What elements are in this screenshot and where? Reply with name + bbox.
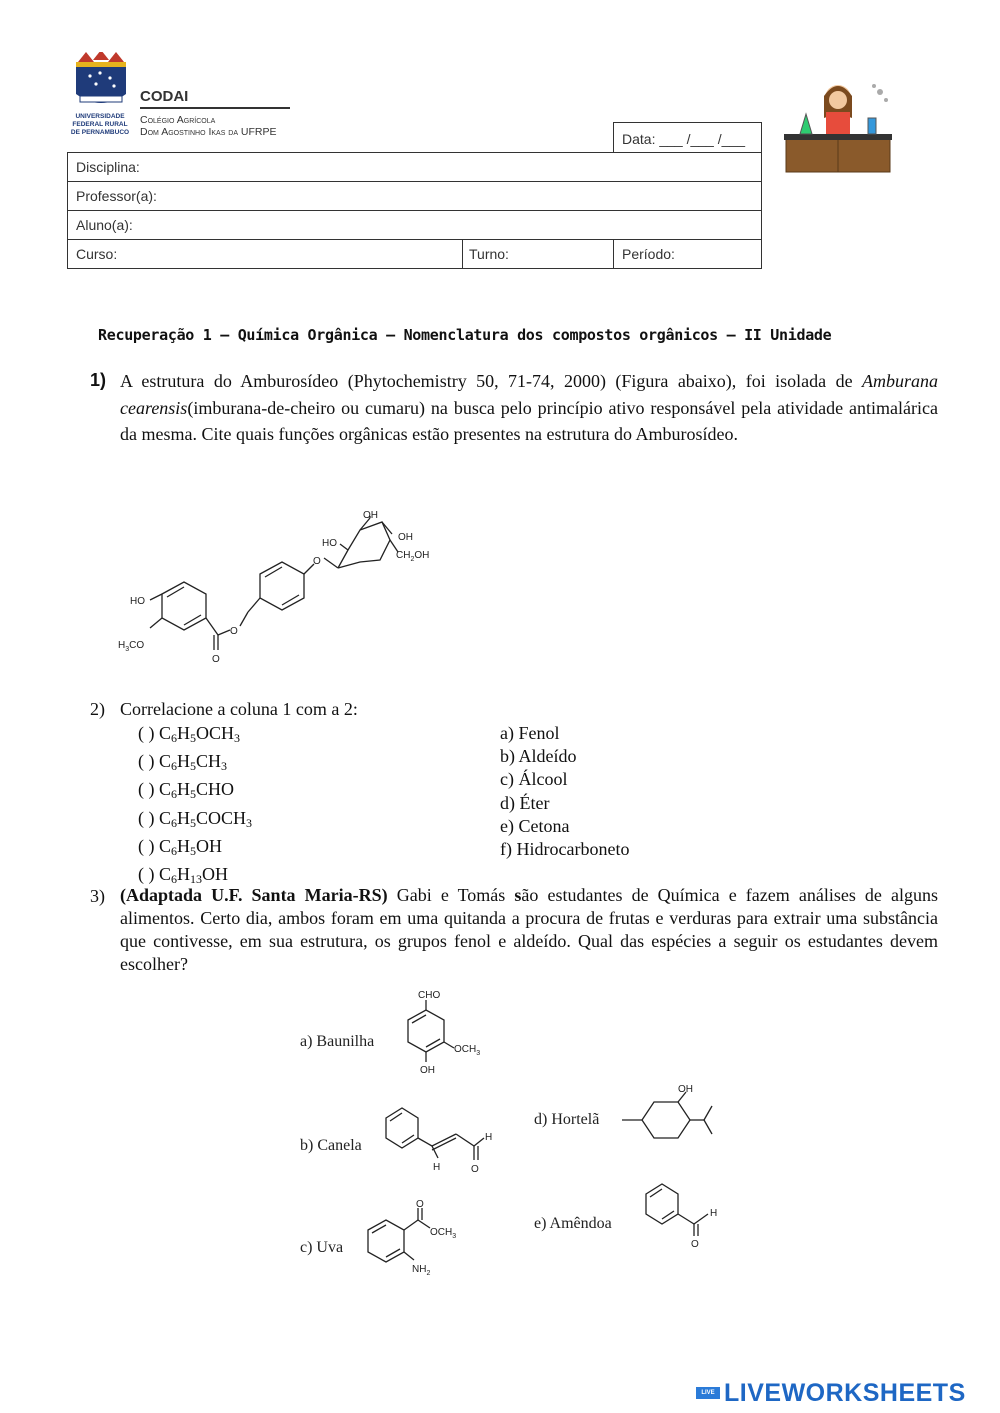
- formula-part: C: [159, 723, 172, 743]
- date-field[interactable]: [613, 122, 762, 153]
- q1-number: 1): [90, 370, 107, 390]
- aluno-field[interactable]: [67, 210, 762, 240]
- q2-formula: [159, 779, 235, 802]
- cinnamal-h2-label: H: [485, 1132, 493, 1143]
- q1-text-part-2: (imburana-de-cheiro ou cumaru) na busca pelo princípio ativo responsável pela atividade antimalárica da mesma. Cite quais funções orgânicas estão presentes na estrutura do Amburosídeo.: [120, 397, 938, 444]
- lws-brand-text: LIVEWORKSHEETS: [724, 1378, 966, 1407]
- och3-pre-c: OCH: [430, 1227, 453, 1238]
- formula-part: H: [177, 807, 191, 828]
- cinnamal-o-label: O: [471, 1164, 479, 1175]
- oh-sugar-label: OH: [398, 532, 413, 543]
- formula-subscript: 6: [171, 731, 178, 745]
- glycosidic-o-label: O: [313, 556, 321, 567]
- formula-subscript: 13: [190, 872, 203, 887]
- aluno-label: Aluno(a):: [76, 217, 133, 233]
- formula-subscript: 5: [190, 815, 197, 830]
- curso-field[interactable]: [67, 239, 463, 269]
- ester-o-label: O: [230, 626, 238, 637]
- q2-blank[interactable]: ( ): [138, 807, 155, 828]
- q2-left-item: [138, 750, 252, 778]
- formula-subscript: 6: [171, 843, 178, 858]
- formula-subscript: 3: [246, 815, 253, 830]
- option-b-label: b) Canela: [300, 1137, 362, 1154]
- och3-sub-c: 3: [452, 1233, 457, 1240]
- q2-left-item: [138, 835, 252, 863]
- cho-label: CHO: [418, 990, 441, 1001]
- formula-part: H: [177, 864, 191, 885]
- disciplina-label: Disciplina:: [76, 159, 140, 175]
- q2-option-c: c) Álcool: [500, 769, 568, 790]
- formula-subscript: 5: [190, 731, 197, 745]
- vanillin-och3-label: [454, 1044, 480, 1057]
- nh2-pre: NH: [412, 1264, 427, 1275]
- ch2oh-post: OH: [414, 550, 430, 561]
- option-a-label: a) Baunilha: [300, 1033, 375, 1050]
- formula-part: CHO: [196, 779, 235, 800]
- liveworksheets-logo: [696, 1378, 966, 1408]
- amburosideo-structure: [110, 500, 450, 670]
- q3-source: (Adaptada U.F. Santa Maria-RS): [120, 885, 388, 905]
- q2-blank[interactable]: ( ): [138, 751, 155, 772]
- methyl-anthranilate-och3-label: [430, 1227, 456, 1240]
- disciplina-field[interactable]: [67, 152, 762, 182]
- option-c-label: c) Uva: [300, 1239, 344, 1256]
- methyl-anthranilate-o-label: O: [416, 1199, 424, 1210]
- q2-blank[interactable]: ( ): [138, 723, 155, 743]
- q1-species-italic: Amburana cearensis: [120, 371, 938, 418]
- institution-divider: [140, 107, 290, 109]
- formula-subscript: 3: [221, 759, 228, 774]
- amburosideo-structure-drawing: [110, 500, 450, 670]
- formula-subscript: 3: [234, 731, 241, 745]
- q2-option-b: b) Aldeído: [500, 746, 577, 767]
- chemist-icon: [782, 78, 894, 174]
- q3-text: [120, 884, 938, 976]
- ho-phenol-label: HO: [130, 596, 145, 607]
- q2-left-column: [138, 722, 252, 891]
- college-name: [140, 114, 277, 138]
- formula-subscript: 5: [190, 843, 197, 858]
- h3co-label: [118, 640, 144, 653]
- periodo-field[interactable]: [613, 239, 762, 269]
- och3-sub: 3: [476, 1050, 481, 1057]
- q3-structures-drawing: [290, 980, 740, 1280]
- q2-blank[interactable]: ( ): [138, 779, 155, 800]
- formula-part: OH: [202, 864, 229, 885]
- q2-option-f: f) Hidrocarboneto: [500, 839, 630, 860]
- formula-part: C: [159, 779, 172, 800]
- q1-text: [120, 368, 938, 448]
- periodo-label: Período:: [622, 246, 675, 262]
- q3-text-part-1: Gabi e Tomás: [387, 885, 515, 905]
- curso-label: Curso:: [76, 246, 118, 262]
- h3co-sub: 3: [125, 646, 130, 653]
- formula-part: OCH: [196, 723, 235, 743]
- q2-blank[interactable]: ( ): [138, 864, 155, 885]
- institution-name: CODAI: [140, 88, 189, 105]
- q2-prompt: Correlacione a coluna 1 com a 2:: [120, 699, 358, 719]
- q2-left-item: [138, 807, 252, 835]
- page-title: Recuperação 1 – Química Orgânica – Nomenclatura dos compostos orgânicos – II Unidade: [98, 326, 832, 344]
- university-line-1: UNIVERSIDADE: [75, 113, 125, 120]
- university-line-3: DE PERNAMBUCO: [70, 129, 130, 136]
- formula-subscript: 6: [171, 872, 178, 887]
- formula-part: H: [177, 835, 191, 856]
- turno-field[interactable]: [462, 239, 614, 269]
- q3-bold-s: s: [514, 885, 522, 905]
- formula-part: C: [159, 835, 172, 856]
- formula-subscript: 5: [190, 759, 197, 774]
- q3-number: 3): [90, 886, 105, 906]
- q2-option-e: e) Cetona: [500, 815, 570, 836]
- formula-subscript: 6: [171, 759, 178, 774]
- q2-formula: [159, 723, 240, 743]
- q2-option-a: a) Fenol: [500, 723, 560, 743]
- q2-right-column: [500, 722, 629, 861]
- formula-part: COCH: [196, 807, 247, 828]
- q2-left-item: [138, 722, 252, 750]
- ch2oh-pre: CH: [396, 550, 411, 561]
- menthol-oh-label: OH: [678, 1084, 693, 1095]
- university-name: [64, 113, 136, 137]
- date-label: Data: ___ /___ /___: [622, 131, 745, 147]
- professor-field[interactable]: [67, 181, 762, 211]
- nh2-label: [412, 1264, 430, 1277]
- formula-part: H: [177, 723, 191, 743]
- ch2oh-label: [396, 550, 429, 563]
- chemist-illustration: [782, 78, 894, 174]
- h3co-pre: H: [118, 640, 126, 651]
- och3-pre: OCH: [454, 1044, 477, 1055]
- formula-subscript: 6: [171, 787, 178, 802]
- q2-option-d: d) Éter: [500, 792, 550, 813]
- formula-part: CH: [196, 751, 222, 772]
- h3co-post: CO: [129, 640, 145, 651]
- nh2-sub: 2: [426, 1270, 431, 1277]
- formula-part: OH: [196, 835, 223, 856]
- formula-part: H: [177, 779, 191, 800]
- ho-sugar-label: HO: [322, 538, 337, 549]
- vanillin-oh-label: OH: [420, 1065, 435, 1076]
- formula-part: C: [159, 751, 172, 772]
- formula-part: C: [159, 807, 172, 828]
- university-line-2: FEDERAL RURAL: [72, 121, 128, 128]
- college-line-2: Dom Agostinho Ikas da UFRPE: [140, 126, 277, 138]
- q2-left-item: [138, 778, 252, 806]
- ch2oh-sub: 2: [410, 556, 415, 563]
- q2-formula: [159, 808, 252, 828]
- lws-small-logo: LIVE: [696, 1387, 720, 1399]
- formula-part: H: [177, 751, 191, 772]
- formula-part: C: [159, 864, 172, 885]
- benzaldehyde-h-label: H: [710, 1208, 718, 1219]
- q2-formula: [159, 864, 229, 887]
- q2-formula: [159, 836, 222, 856]
- q2-blank[interactable]: ( ): [138, 835, 155, 856]
- carbonyl-o-label: O: [212, 654, 220, 665]
- benzaldehyde-o-label: O: [691, 1239, 699, 1250]
- q1-text-part-1: A estrutura do Amburosídeo (Phytochemistry 50, 71-74, 2000) (Figura abaixo), foi isolada de: [120, 371, 853, 391]
- q2-formula: [159, 751, 228, 774]
- q3-text-part-2: ão estudantes de Química e fazem análises de alguns alimentos. Certo dia, ambos foram em uma quitanda a procura de frutas e verduras para extrair uma substância que contivesse, em sua estrutura, os grupos fenol e aldeído. Qual das espécies a seguir os estudantes devem escolher?: [120, 885, 939, 974]
- oh-top-label: OH: [363, 510, 378, 521]
- professor-label: Professor(a):: [76, 188, 157, 204]
- option-d-label: d) Hortelã: [534, 1111, 600, 1128]
- cinnamal-h-label: H: [433, 1162, 441, 1173]
- q2-number: 2): [90, 699, 105, 719]
- formula-subscript: 6: [171, 815, 178, 830]
- option-e-label: e) Amêndoa: [534, 1215, 612, 1232]
- college-line-1: Colégio Agrícola: [140, 114, 216, 126]
- formula-subscript: 5: [190, 787, 197, 802]
- q3-structures-figure: [290, 980, 740, 1280]
- turno-label: Turno:: [469, 246, 509, 262]
